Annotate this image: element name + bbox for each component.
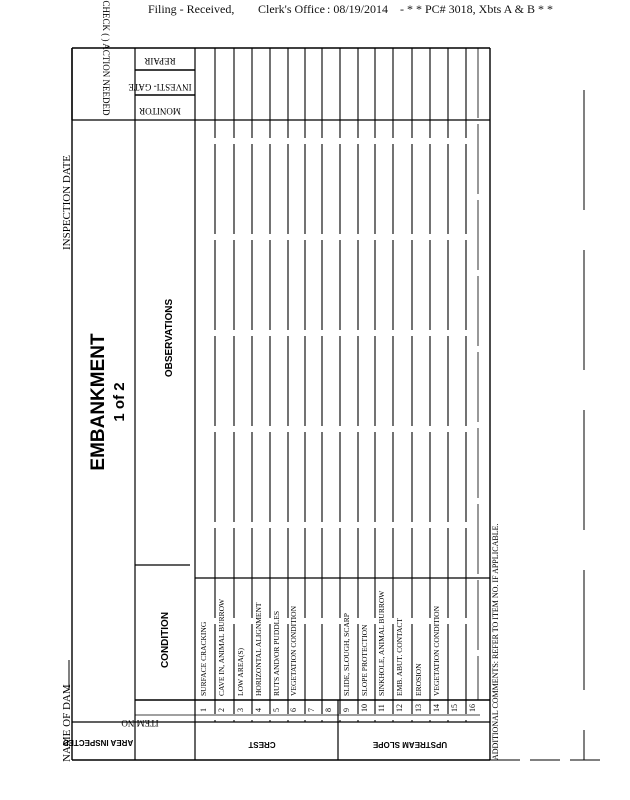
item-number: 5 <box>272 708 281 712</box>
item-condition-label: SURFACE CRACKING <box>199 621 208 696</box>
filing-received-text: Filing - Received, <box>148 2 235 16</box>
item-number: 8 <box>324 708 333 712</box>
item-condition-label: VEGETATION CONDITION <box>289 605 298 696</box>
item-condition-label: SLIDE, SLOUGH, SCARP <box>342 613 351 696</box>
item-number: 6 <box>289 708 298 712</box>
item-condition-label: RUTS AND/OR PUDDLES <box>272 610 281 696</box>
check-action-needed-header: CHECK ( ) ACTION NEEDED <box>101 0 111 116</box>
investigate-header: INVESTI- GATE <box>128 82 192 92</box>
clerks-office-text: Clerk's Office <box>258 2 325 16</box>
item-number: 13 <box>414 704 423 712</box>
item-condition-label: HORIZONTAL ALIGNMENT <box>254 602 263 696</box>
item-condition-label: EROSION <box>414 663 423 696</box>
pc-exhibit-text: - * * PC# 3018, Xbts A & B * * <box>400 2 554 16</box>
filing-date-text: : 08/19/2014 <box>327 2 389 16</box>
area-inspected-header: AREA INSPECTED <box>62 738 134 747</box>
item-number: 11 <box>377 704 386 712</box>
repair-header: REPAIR <box>144 56 176 66</box>
item-number: 14 <box>432 704 441 712</box>
crest-label: CREST <box>248 740 276 749</box>
additional-comments-label: ADDITIONAL COMMENTS: REFER TO ITEM NO. IF APPLICABLE. <box>491 523 500 760</box>
item-number: 3 <box>236 708 245 712</box>
item-condition-label: LOW AREA(S) <box>236 648 245 696</box>
item-number: 12 <box>395 704 404 712</box>
item-condition-label: VEGETATION CONDITION <box>432 605 441 696</box>
item-condition-label: CAVE IN, ANIMAL BURROW <box>217 598 226 696</box>
name-of-dam-label: NAME OF DAM <box>61 684 73 762</box>
item-number: 1 <box>199 708 208 712</box>
item-number: 10 <box>360 704 369 712</box>
monitor-header: MONITOR <box>139 106 181 116</box>
item-number: 4 <box>254 708 263 712</box>
item-number: 9 <box>342 708 351 712</box>
item-condition-label: SINKHOLE, ANIMAL BURROW <box>377 590 386 696</box>
upstream-slope-label: UPSTREAM SLOPE <box>372 740 448 749</box>
item-number: 7 <box>307 708 316 712</box>
inspection-date-label: INSPECTION DATE <box>61 154 73 250</box>
item-number: 15 <box>450 704 459 712</box>
observations-header: OBSERVATIONS <box>164 298 175 378</box>
form-title: EMBANKMENT <box>88 333 109 471</box>
item-condition-label: SLOPE PROTECTION <box>360 624 369 696</box>
item-number: 16 <box>468 704 477 712</box>
item-condition-label: EMB. ABUT. CONTACT <box>395 617 404 696</box>
item-no-header: ITEM NO <box>121 718 159 728</box>
form-page-number: 1 of 2 <box>111 382 128 422</box>
item-number: 2 <box>217 708 226 712</box>
condition-header: CONDITION <box>160 611 171 669</box>
